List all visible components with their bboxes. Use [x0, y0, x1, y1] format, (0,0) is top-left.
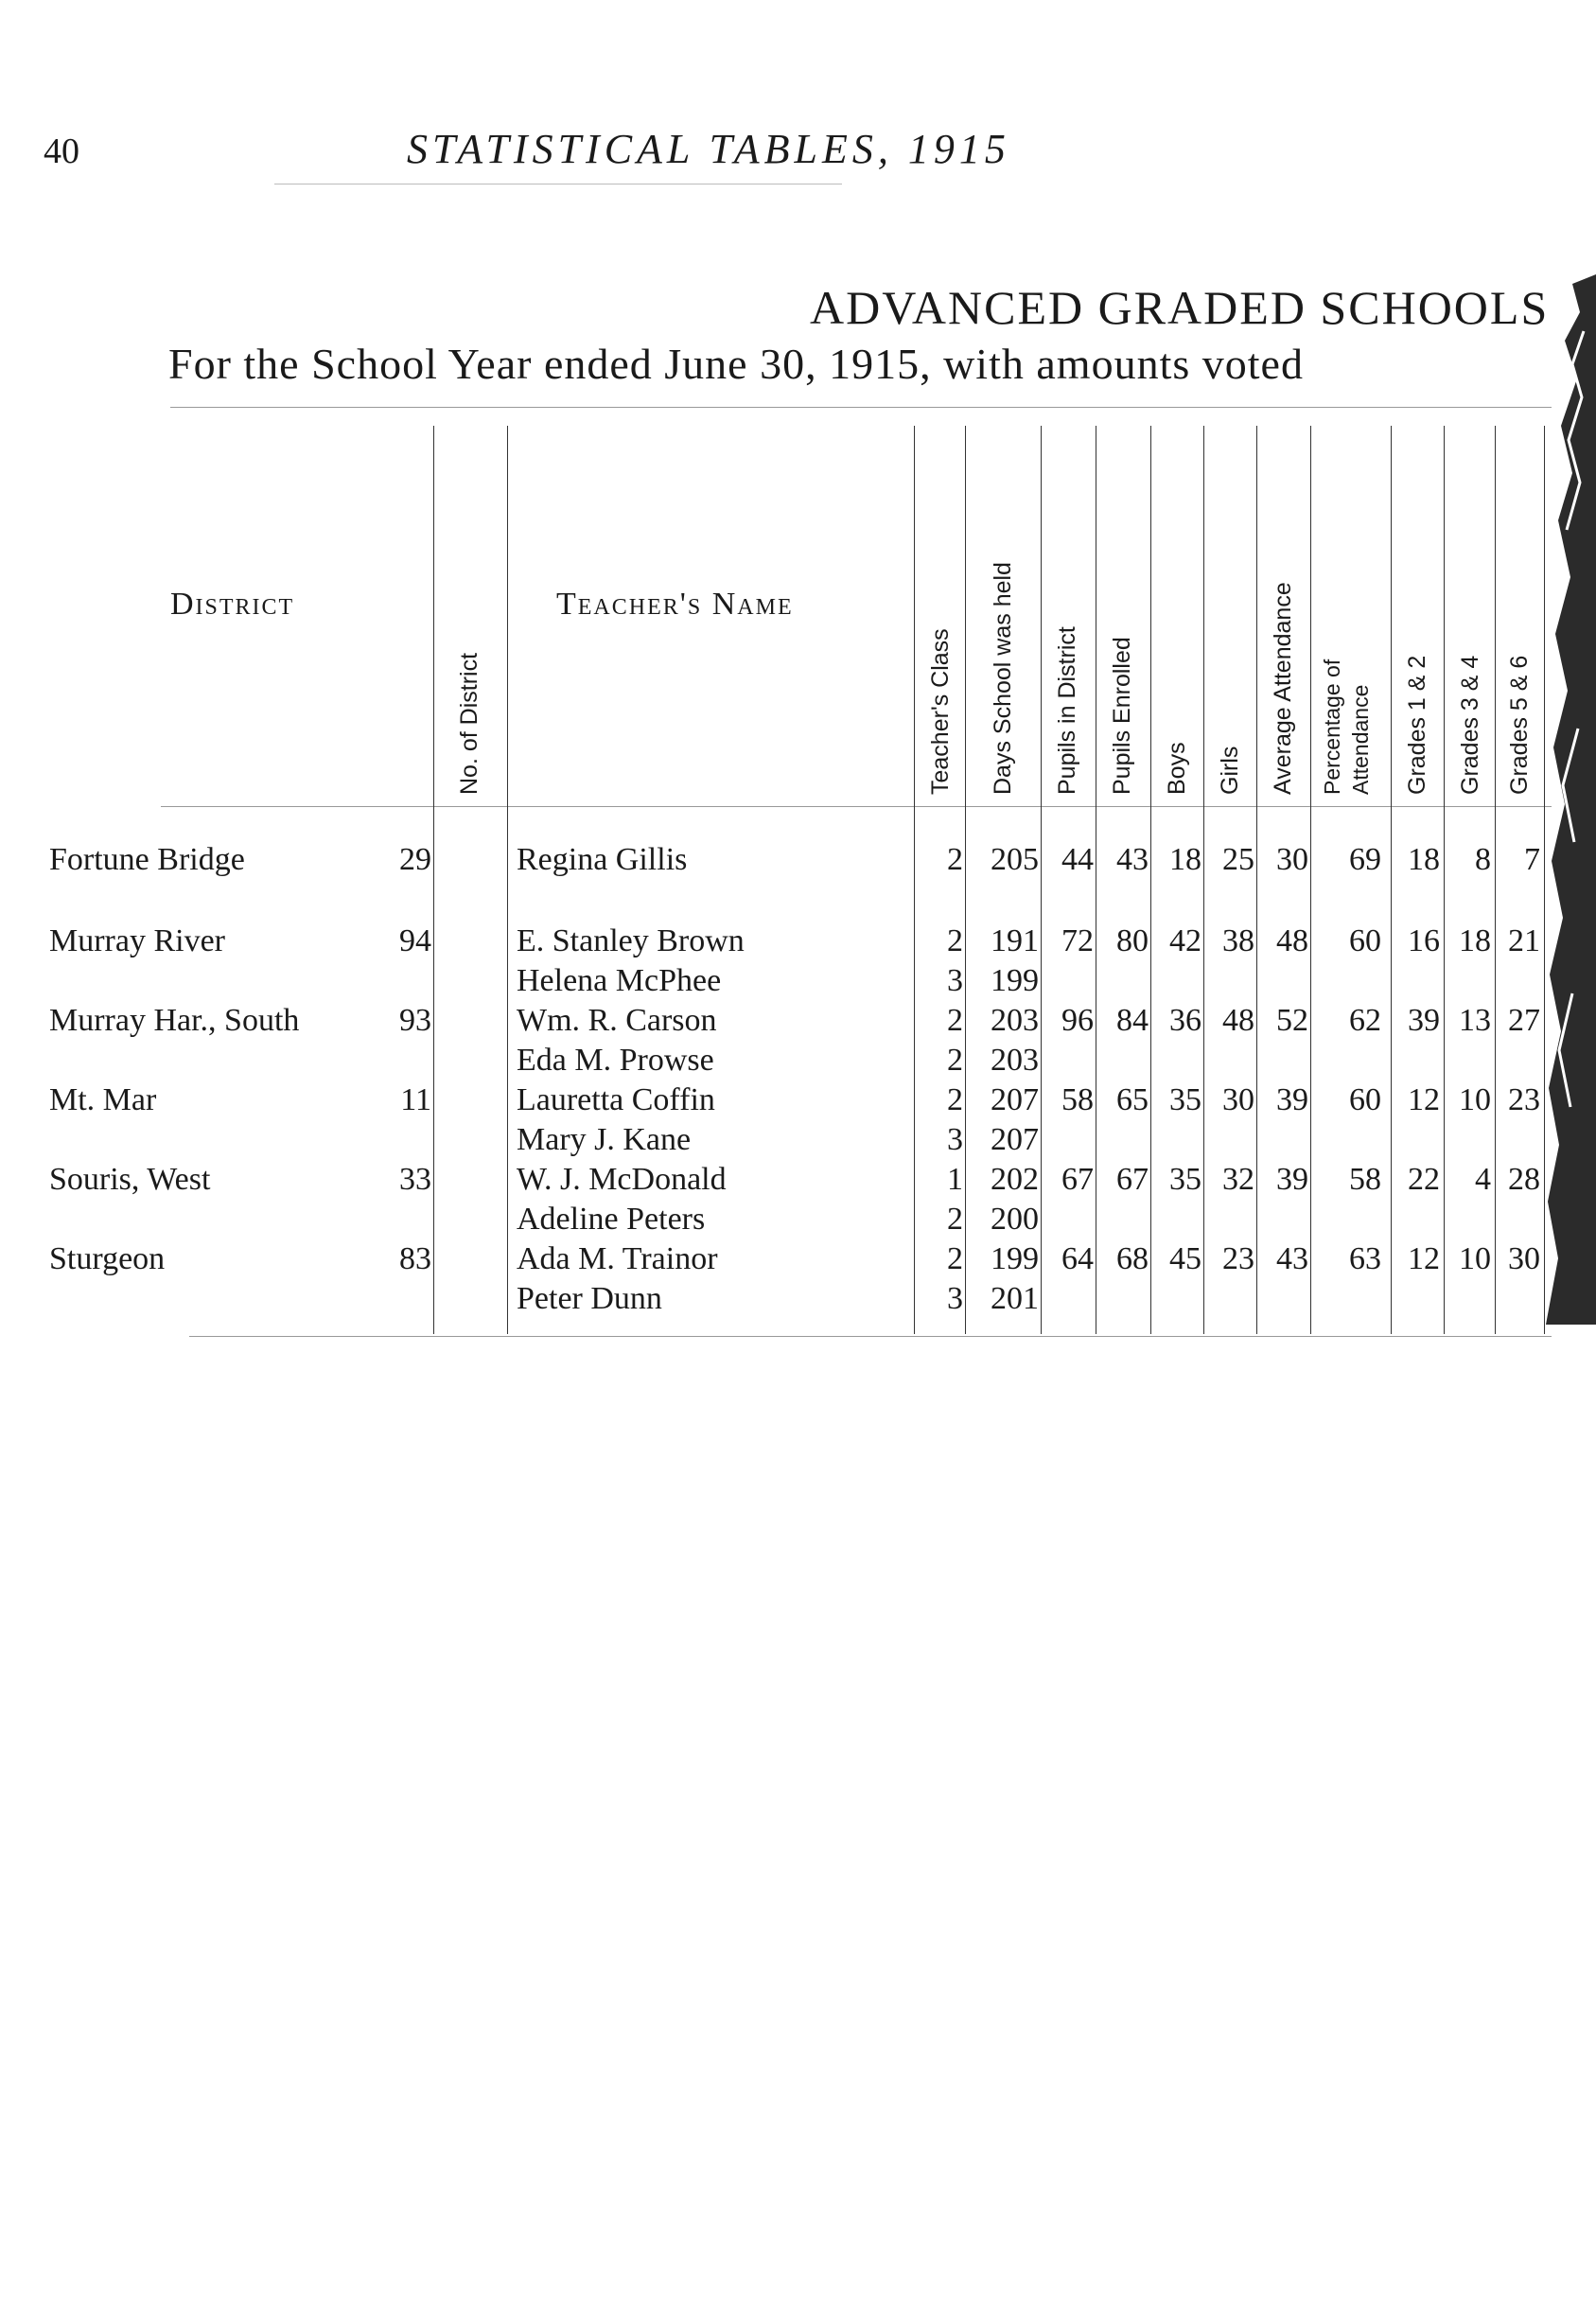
class-cell: 3 [947, 1122, 963, 1157]
no-cell: 29 [399, 842, 431, 877]
enrolled-cell: 65 [1116, 1082, 1149, 1117]
days-cell: 202 [991, 1162, 1039, 1197]
no-cell: 83 [399, 1241, 431, 1276]
in-district-cell: 67 [1061, 1162, 1094, 1197]
g12-cell: 22 [1408, 1162, 1440, 1197]
col-header-grades-1-2: Grades 1 & 2 [1404, 655, 1430, 795]
g56-cell: 27 [1508, 1003, 1540, 1038]
teacher-cell: Adeline Peters [517, 1202, 706, 1237]
days-cell: 200 [991, 1202, 1039, 1237]
col-header-pupils-in-district: Pupils in District [1054, 626, 1080, 795]
g34-cell: 4 [1475, 1162, 1491, 1197]
col-header-grades-5-6: Grades 5 & 6 [1506, 655, 1533, 795]
col-header-boys: Boys [1164, 742, 1190, 795]
girls-cell: 32 [1222, 1162, 1254, 1197]
days-cell: 199 [991, 963, 1039, 998]
g12-cell: 18 [1408, 842, 1440, 877]
district-cell: Souris, West [49, 1162, 211, 1197]
class-cell: 2 [947, 842, 963, 877]
col-line [1544, 426, 1545, 1334]
pct-cell: 62 [1349, 1003, 1381, 1038]
class-cell: 3 [947, 963, 963, 998]
boys-cell: 45 [1169, 1241, 1201, 1276]
avg-cell: 52 [1276, 1003, 1308, 1038]
g12-cell: 12 [1408, 1241, 1440, 1276]
avg-cell: 39 [1276, 1162, 1308, 1197]
in-district-cell: 64 [1061, 1241, 1094, 1276]
days-cell: 203 [991, 1003, 1039, 1038]
class-cell: 2 [947, 1202, 963, 1237]
col-line [1203, 426, 1204, 1334]
g56-cell: 21 [1508, 923, 1540, 958]
g56-cell: 23 [1508, 1082, 1540, 1117]
boys-cell: 18 [1169, 842, 1201, 877]
col-line [1041, 426, 1042, 1334]
col-header-percentage-line-1: Percentage of [1320, 659, 1344, 795]
boys-cell: 35 [1169, 1082, 1201, 1117]
class-cell: 3 [947, 1281, 963, 1316]
col-line [1444, 426, 1445, 1334]
in-district-cell: 72 [1061, 923, 1094, 958]
table-subtitle: For the School Year ended June 30, 1915, with amounts voted [168, 340, 1304, 388]
col-line [1391, 426, 1392, 1334]
girls-cell: 48 [1222, 1003, 1254, 1038]
pct-cell: 58 [1349, 1162, 1381, 1197]
table-bottom-rule [189, 1336, 1552, 1337]
header-bottom-rule [161, 806, 1552, 807]
days-cell: 205 [991, 842, 1039, 877]
enrolled-cell: 68 [1116, 1241, 1149, 1276]
avg-cell: 43 [1276, 1241, 1308, 1276]
pct-cell: 60 [1349, 1082, 1381, 1117]
days-cell: 199 [991, 1241, 1039, 1276]
class-cell: 2 [947, 1003, 963, 1038]
days-cell: 201 [991, 1281, 1039, 1316]
col-line [914, 426, 915, 1334]
schools-table [0, 397, 1570, 1344]
teacher-cell: E. Stanley Brown [517, 923, 745, 958]
col-line [1150, 426, 1151, 1334]
g34-cell: 10 [1459, 1082, 1491, 1117]
col-header-pupils-enrolled: Pupils Enrolled [1109, 637, 1135, 795]
col-header-girls: Girls [1217, 746, 1243, 795]
col-line [507, 426, 508, 1334]
teacher-cell: Peter Dunn [517, 1281, 662, 1316]
no-cell: 33 [399, 1162, 431, 1197]
class-cell: 2 [947, 1043, 963, 1078]
g56-cell: 28 [1508, 1162, 1540, 1197]
boys-cell: 35 [1169, 1162, 1201, 1197]
pct-cell: 60 [1349, 923, 1381, 958]
no-cell: 11 [400, 1082, 431, 1117]
class-cell: 2 [947, 923, 963, 958]
days-cell: 207 [991, 1082, 1039, 1117]
enrolled-cell: 80 [1116, 923, 1149, 958]
col-header-teacher-name: Teacher's Name [556, 587, 794, 622]
avg-cell: 39 [1276, 1082, 1308, 1117]
district-cell: Fortune Bridge [49, 842, 245, 877]
col-line [1256, 426, 1257, 1334]
teacher-cell: Ada M. Trainor [517, 1241, 718, 1276]
pct-cell: 69 [1349, 842, 1381, 877]
district-cell: Murray River [49, 923, 226, 958]
in-district-cell: 96 [1061, 1003, 1094, 1038]
col-line [433, 426, 434, 1334]
teacher-cell: Wm. R. Carson [517, 1003, 717, 1038]
days-cell: 207 [991, 1122, 1039, 1157]
boys-cell: 42 [1169, 923, 1201, 958]
g12-cell: 16 [1408, 923, 1440, 958]
g34-cell: 13 [1459, 1003, 1491, 1038]
enrolled-cell: 84 [1116, 1003, 1149, 1038]
in-district-cell: 44 [1061, 842, 1094, 877]
enrolled-cell: 43 [1116, 842, 1149, 877]
in-district-cell: 58 [1061, 1082, 1094, 1117]
enrolled-cell: 67 [1116, 1162, 1149, 1197]
district-cell: Sturgeon [49, 1241, 166, 1276]
col-header-grades-3-4: Grades 3 & 4 [1457, 655, 1483, 795]
g56-cell: 7 [1524, 842, 1540, 877]
col-line [1310, 426, 1311, 1334]
g34-cell: 10 [1459, 1241, 1491, 1276]
days-cell: 203 [991, 1043, 1039, 1078]
avg-cell: 48 [1276, 923, 1308, 958]
girls-cell: 25 [1222, 842, 1254, 877]
g12-cell: 12 [1408, 1082, 1440, 1117]
girls-cell: 30 [1222, 1082, 1254, 1117]
teacher-cell: W. J. McDonald [517, 1162, 727, 1197]
table-title: ADVANCED GRADED SCHOOLS [810, 281, 1550, 334]
teacher-cell: Eda M. Prowse [517, 1043, 714, 1078]
col-header-teacher-class: Teacher's Class [927, 628, 954, 795]
girls-cell: 38 [1222, 923, 1254, 958]
teacher-cell: Mary J. Kane [517, 1122, 692, 1157]
col-header-district: District [170, 587, 295, 622]
g34-cell: 8 [1475, 842, 1491, 877]
district-cell: Murray Har., South [49, 1003, 300, 1038]
avg-cell: 30 [1276, 842, 1308, 877]
pct-cell: 63 [1349, 1241, 1381, 1276]
g56-cell: 30 [1508, 1241, 1540, 1276]
teacher-cell: Regina Gillis [517, 842, 688, 877]
col-line [965, 426, 966, 1334]
col-header-no-of-district: No. of District [456, 652, 482, 795]
class-cell: 1 [947, 1162, 963, 1197]
g12-cell: 39 [1408, 1003, 1440, 1038]
days-cell: 191 [991, 923, 1039, 958]
col-header-average-attendance: Average Attendance [1270, 582, 1296, 795]
class-cell: 2 [947, 1241, 963, 1276]
district-cell: Mt. Mar [49, 1082, 157, 1117]
girls-cell: 23 [1222, 1241, 1254, 1276]
no-cell: 93 [399, 1003, 431, 1038]
page-number: 40 [44, 132, 79, 171]
boys-cell: 36 [1169, 1003, 1201, 1038]
header-top-rule [170, 407, 1552, 408]
g34-cell: 18 [1459, 923, 1491, 958]
col-line [1495, 426, 1496, 1334]
no-cell: 94 [399, 923, 431, 958]
class-cell: 2 [947, 1082, 963, 1117]
col-header-percentage-line-2: Attendance [1348, 684, 1373, 795]
running-head: STATISTICAL TABLES, 1915 [407, 126, 1010, 172]
teacher-cell: Helena McPhee [517, 963, 722, 998]
col-header-days-held: Days School was held [990, 562, 1016, 795]
teacher-cell: Lauretta Coffin [517, 1082, 715, 1117]
